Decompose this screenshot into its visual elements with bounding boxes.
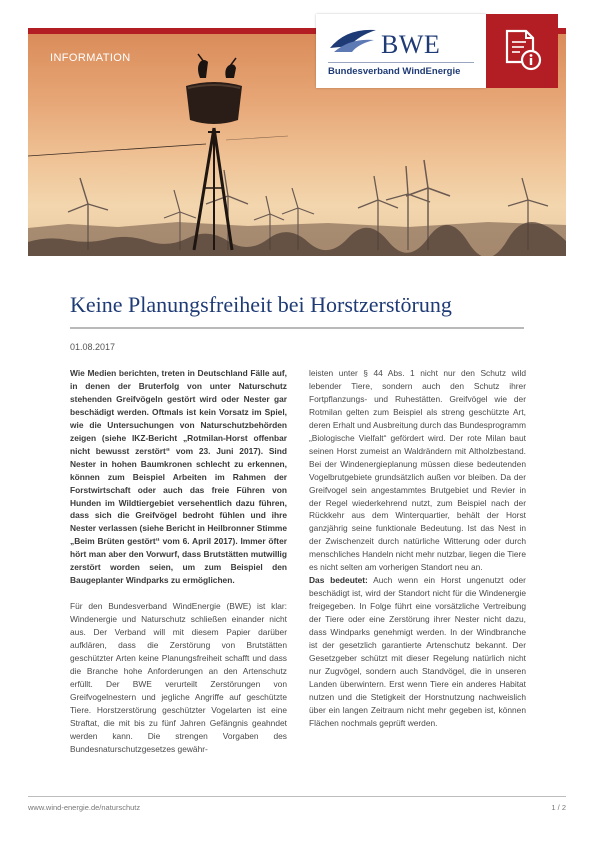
body-paragraph-3-text: Auch wenn ein Horst ungenutzt oder beschädigt ist, wird der Standort nicht für die Windenergie freigegeben. In Folge führt eine vorsätzliche Vertreibung der Tiere oder eine Zerstörung ihrer Nester nicht dazu, dass Windparks genehmigt werden. In der Windbranche ist der gesetzlich garantierte Artenschutz bekannt. Der Gesetzgeber schützt mit dieser Regelung natürlich nicht nur Zugvögel, sondern auch Standvögel, die in unseren Landen überwintern. Erst wenn Tiere ein anderes Habitat nutzen und die Stetigkeit der Horstnutzung nachweislich über ein langen Zeitraum nicht mehr gegeben ist, können Flächen nochmals geprüft werden. (309, 575, 526, 728)
article-column-left (70, 367, 287, 756)
page-title: Keine Planungsfreiheit bei Horstzerstörung (70, 292, 452, 317)
logo-subtitle: Bundesverband WindEnergie (328, 66, 461, 77)
article-column-right (309, 367, 526, 730)
publication-date: 01.08.2017 (70, 342, 116, 352)
title-divider (70, 327, 524, 329)
document-info-icon (504, 28, 542, 72)
page-number: 1 / 2 (551, 803, 566, 812)
lead-paragraph: Wie Medien berichten, treten in Deutschland Fälle auf, in denen der Bruterfolg von unter Naturschutz stehenden Greifvögeln gestört wird oder Nester gar beschädigt werden. Oftmals ist kein Vorsatz im Spiel, wie die Untersuchungen von Naturschutzbehörden zeigen (siehe IKZ-Bericht „Rotmilan-Horst offenbar nicht bewusst zerstört“ vom 23. Juni 2017). Sind Nester in hohen Baumkronen schlecht zu erkennen, können zum Beispiel Arbeiten im Rahmen der Forstwirtschaft oder auch das freie Führen von Hunden im Wildtiergebiet versehentlich dazu führen, dass sich die Greifvögel bedroht fühlen und ihre Nester verlassen (siehe Bericht in Heilbronner Stimme „Beim Brüten gestört“ vom 6. April 2017). Immer öfter hört man aber den Vorwurf, dass Brutstätten mutwillig zerstört worden seien, um zum Beispiel den Baugeplanter Windparks zu ermöglichen. (70, 368, 287, 586)
footer-link[interactable]: www.wind-energie.de/naturschutz (28, 803, 141, 812)
bwe-wing-logo-icon (328, 26, 378, 56)
logo-divider (328, 62, 474, 63)
bwe-logo[interactable] (316, 14, 486, 88)
body-paragraph-1: Für den Bundesverband WindEnergie (BWE) ist klar: Windenergie und Naturschutz schließen einander nicht aus. Der Verband will mit diesem Papier darüber aufklären, dass die Zerstörung von Brutstätten geschützter Arten keine Planungsfreiheit schafft und dass die Branche hohe Anforderungen an den Artenschutz erfüllt. Der BWE verurteilt Zerstörungen von Greifvogelnestern und jegliche Angriffe auf geschützte Tiere. Horstzerstörung geschützter Vogelarten ist eine Straftat, die mit bis zu fünf Jahren Gefängnis geahndet werden kann. Die strengen Vorgaben des Bundesnaturschutzgesetzes gewähr- (70, 601, 287, 754)
footer-divider (28, 796, 566, 797)
section-label: INFORMATION (50, 52, 131, 64)
body-paragraph-3 (309, 574, 526, 729)
emphasis-label: Das bedeutet: (309, 575, 368, 586)
logo-name: BWE (381, 30, 441, 59)
info-document-badge (486, 14, 558, 88)
body-paragraph-2: leisten unter § 44 Abs. 1 nicht nur den Schutz wild lebender Tiere, sondern auch den Schutz ihrer Fortpflanzungs- und Ruhestätten. Greifvögel wie der Rotmilan gelten zum Beispiel als streng geschützte Art, deren Erhalt und Ausbreitung durch das Bundesprogramm „Biologische Vielfalt“ gefördert wird. Der rote Milan baut seinen Horst zumeist an Waldrändern mit Altholzbestand. Bei der Windenergieplanung müssen diese bedeutenden Vogelbrutgebiete grundsätzlich außen vor bleiben. Da der Greifvogel sein angestammtes Brutgebiet und Revier in der Regel wiederkehrend nutzt, zum Beispiel nach der Rückkehr aus dem Winterquartier, behält der Horst ganzjährig seine funktionale Bedeutung. Ist das Nest in der Zwischenzeit durch natürliche Witterung oder durch menschliches Handeln nicht mehr nutzbar, liegen die Tiere es nicht selten am vorherigen Standort neu an. (309, 368, 526, 573)
